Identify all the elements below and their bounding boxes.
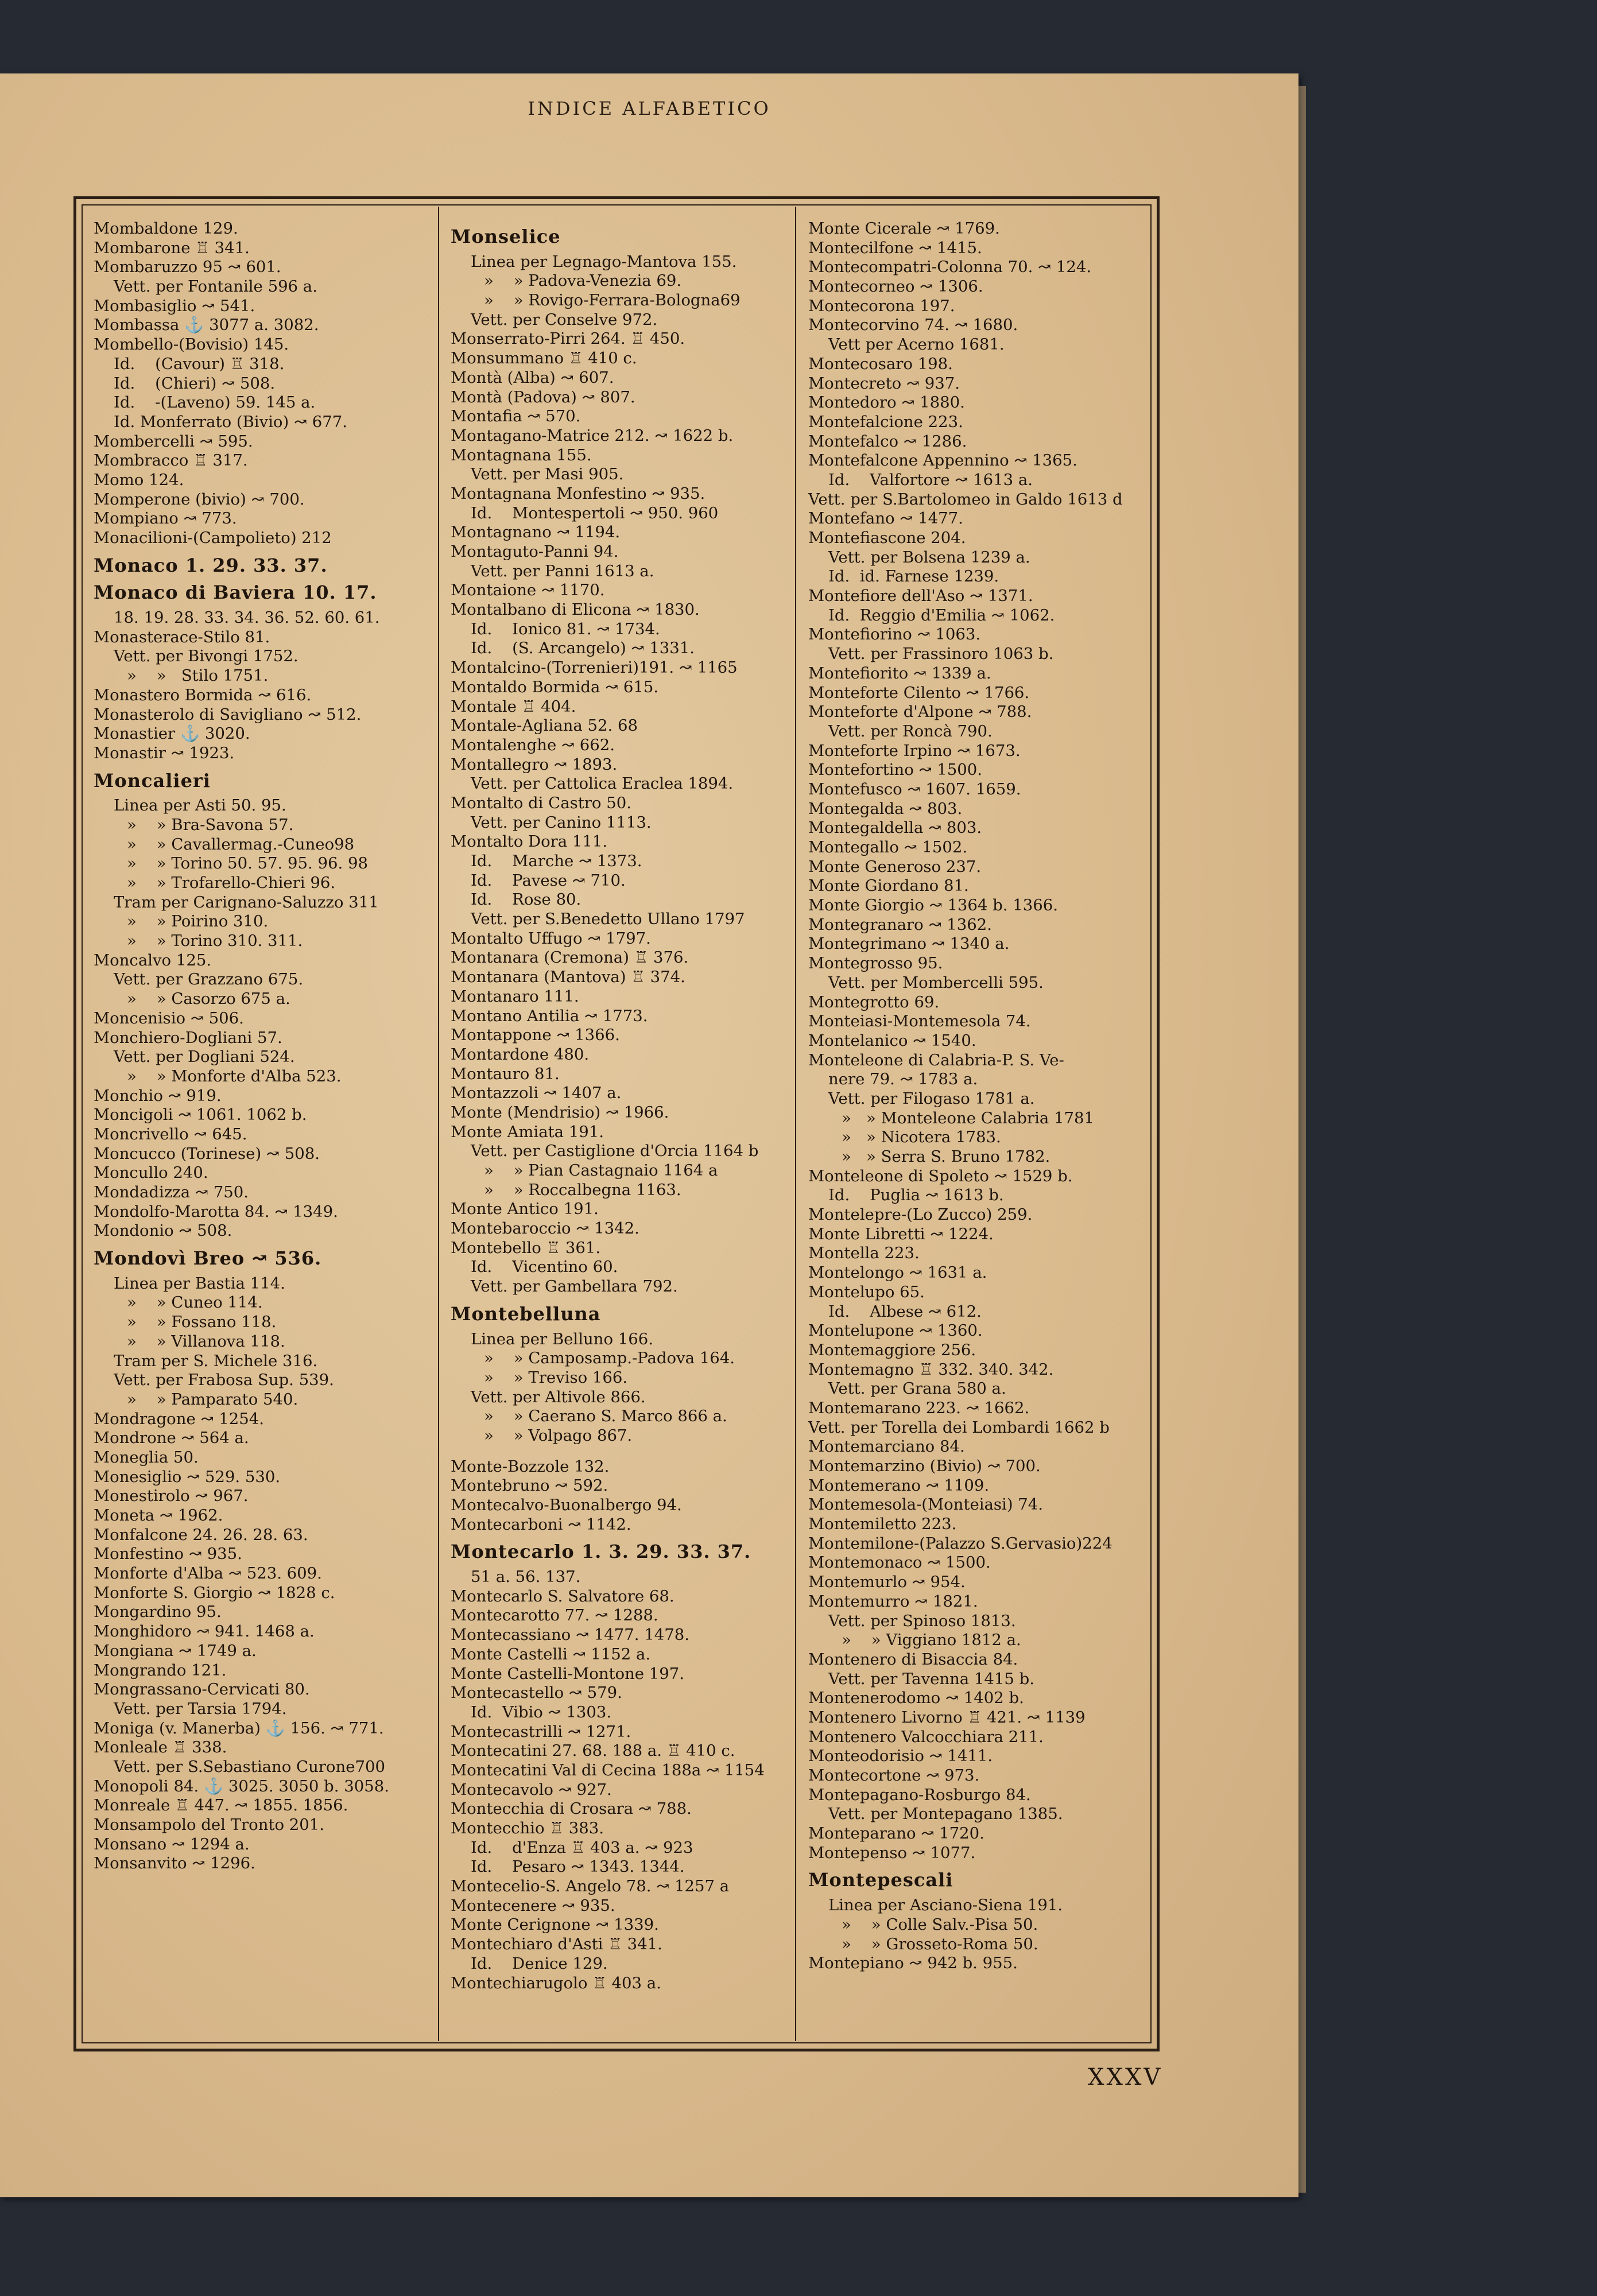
index-entry: Vett. per Cattolica Eraclea 1894. — [471, 774, 734, 793]
index-entry: Montegrosso 95. — [808, 954, 943, 973]
index-entry: Montemiletto 223. — [808, 1515, 957, 1534]
index-entry: Vett. per Castiglione d'Orcia 1164 b — [471, 1142, 759, 1161]
index-entry: » » Monforte d'Alba 523. — [127, 1066, 342, 1085]
index-entry: » » Volpago 867. — [484, 1426, 633, 1445]
index-entry: Montaguto-Panni 94. — [451, 542, 619, 561]
index-entry: Vett. per Tavenna 1415 b. — [828, 1669, 1035, 1688]
index-entry: Montecarlo S. Salvatore 68. — [451, 1587, 675, 1605]
index-entry: Montemarzino (Bivio) ↝ 700. — [808, 1457, 1041, 1475]
index-entry: Mondadizza ↝ 750. — [94, 1183, 249, 1201]
index-entry: Id. Puglia ↝ 1613 b. — [828, 1186, 1004, 1205]
column-2 — [451, 219, 765, 1993]
index-entry: Montemarciano 84. — [808, 1437, 965, 1456]
index-entry: Mondolfo-Marotta 84. ↝ 1349. — [94, 1202, 338, 1221]
index-entry: Monesiglio ↝ 529. 530. — [94, 1467, 281, 1486]
index-entry: Vett. per Roncà 790. — [828, 722, 993, 740]
index-entry: » » Torino 50. 57. 95. 96. 98 — [127, 854, 368, 873]
index-entry: Monleale ♖ 338. — [94, 1738, 227, 1757]
index-heading: Montecarlo 1. 3. 29. 33. 37. — [451, 1541, 751, 1563]
index-entry: Montalto Uffugo ↝ 1797. — [451, 929, 651, 948]
index-entry: Montepagano-Rosburgo 84. — [808, 1785, 1031, 1804]
index-entry: Mombasiglio ↝ 541. — [94, 296, 255, 315]
index-entry: Id. (Chieri) ↝ 508. — [114, 374, 276, 393]
index-entry: Linea per Asciano-Siena 191. — [828, 1896, 1063, 1915]
index-entry — [451, 1446, 765, 1457]
index-entry: Monchiero-Dogliani 57. — [94, 1028, 282, 1047]
index-entry: Monreale ♖ 447. ↝ 1855. 1856. — [94, 1796, 348, 1815]
index-entry: Montaldo Bormida ↝ 615. — [451, 677, 659, 696]
index-entry: Montagano-Matrice 212. ↝ 1622 b. — [451, 426, 734, 445]
column-3 — [808, 219, 1123, 1973]
index-entry: Vett. per Canino 1113. — [471, 813, 652, 832]
index-entry: Mondonio ↝ 508. — [94, 1221, 232, 1240]
index-entry: Tram per S. Michele 316. — [114, 1351, 318, 1370]
index-entry: Vett per Acerno 1681. — [828, 335, 1005, 354]
index-entry: » » Trofarello-Chieri 96. — [127, 874, 336, 892]
index-heading: Montebelluna — [451, 1302, 601, 1325]
index-entry: Id. Pavese ↝ 710. — [471, 871, 626, 890]
index-entry: Monteforte d'Alpone ↝ 788. — [808, 703, 1032, 722]
index-entry: Montefalcione 223. — [808, 412, 963, 431]
index-entry: Vett. per Montepagano 1385. — [828, 1805, 1063, 1824]
index-entry: Montebello ♖ 361. — [451, 1238, 601, 1257]
index-entry: Montalbano di Elicona ↝ 1830. — [451, 600, 700, 619]
index-entry: Monchio ↝ 919. — [94, 1086, 222, 1105]
index-entry: Vett. per S.Benedetto Ullano 1797 — [471, 910, 745, 929]
index-entry: Montecosaro 198. — [808, 354, 953, 373]
index-entry: Montecastello ↝ 579. — [451, 1684, 622, 1702]
index-entry: Id. Montespertoli ↝ 950. 960 — [471, 503, 719, 522]
index-entry: Montemonaco ↝ 1500. — [808, 1553, 991, 1572]
index-entry: Monestirolo ↝ 967. — [94, 1487, 249, 1506]
index-entry: Id. Albese ↝ 612. — [828, 1302, 982, 1321]
index-entry: Montedoro ↝ 1880. — [808, 393, 965, 412]
index-entry: Mombaldone 129. — [94, 219, 238, 238]
index-entry: Montecavolo ↝ 927. — [451, 1780, 612, 1799]
index-entry: Montemaggiore 256. — [808, 1340, 976, 1359]
index-entry: Mombaruzzo 95 ↝ 601. — [94, 258, 281, 277]
index-entry: Montafia ↝ 570. — [451, 407, 581, 426]
index-entry: » » Rovigo-Ferrara-Bologna69 — [484, 291, 741, 310]
index-entry: » » Serra S. Bruno 1782. — [842, 1147, 1051, 1166]
index-entry: Monte Generoso 237. — [808, 857, 982, 876]
index-entry: Id. Vicentino 60. — [471, 1258, 618, 1277]
index-entry: Monteparano ↝ 1720. — [808, 1824, 984, 1843]
index-entry: Montecalvo-Buonalbergo 94. — [451, 1496, 682, 1514]
index-entry: » » Pian Castagnaio 1164 a — [484, 1161, 718, 1180]
index-entry: Moniga (v. Manerba) ⚓ 156. ↝ 771. — [94, 1719, 384, 1737]
index-entry: » » Torino 310. 311. — [127, 932, 303, 951]
index-entry: Montappone ↝ 1366. — [451, 1026, 620, 1045]
index-entry: Montefiorito ↝ 1339 a. — [808, 664, 991, 682]
index-entry: Vett. per Torella dei Lombardi 1662 b — [808, 1418, 1110, 1437]
index-entry: Vett. per Bivongi 1752. — [114, 647, 299, 666]
index-entry: Vett. per Mombercelli 595. — [828, 973, 1044, 992]
index-entry: Mombarone ♖ 341. — [94, 238, 250, 257]
index-entry: Monte Amiata 191. — [451, 1122, 604, 1141]
index-entry: Monte (Mendrisio) ↝ 1966. — [451, 1103, 669, 1122]
index-entry: Mombracco ♖ 317. — [94, 451, 248, 470]
index-entry: » » Poirino 310. — [127, 912, 269, 931]
index-entry: » » Bra-Savona 57. — [127, 815, 294, 834]
index-entry: Vett. per Panni 1613 a. — [471, 561, 654, 580]
index-entry: » » Villanova 118. — [127, 1332, 285, 1351]
index-entry: Id. Vibio ↝ 1303. — [471, 1702, 612, 1721]
index-entry: Monteleone di Calabria-P. S. Ve- — [808, 1050, 1064, 1069]
index-entry: Id. d'Enza ♖ 403 a. ↝ 923 — [471, 1838, 693, 1857]
index-entry: Vett. per Grana 580 a. — [828, 1379, 1006, 1398]
index-entry: Monacilioni-(Campolieto) 212 — [94, 529, 332, 547]
index-entry: Montegaldella ↝ 803. — [808, 819, 982, 837]
index-entry: » » Padova-Venezia 69. — [484, 272, 682, 290]
index-entry: Montecchio ♖ 383. — [451, 1819, 604, 1837]
index-entry: Montà (Alba) ↝ 607. — [451, 368, 614, 387]
index-entry: Montefiorino ↝ 1063. — [808, 625, 981, 644]
index-entry: Montegrimano ↝ 1340 a. — [808, 934, 1010, 953]
index-entry: Vett. per Bolsena 1239 a. — [828, 548, 1030, 567]
index-entry: Mondrone ↝ 564 a. — [94, 1429, 249, 1448]
index-entry: Monsanvito ↝ 1296. — [94, 1854, 255, 1873]
index-entry: Montallegro ↝ 1893. — [451, 755, 618, 774]
index-entry: Montecelio-S. Angelo 78. ↝ 1257 a — [451, 1877, 730, 1896]
index-entry: » » Viggiano 1812 a. — [842, 1631, 1021, 1650]
index-entry: » » Cuneo 114. — [127, 1293, 263, 1312]
index-entry: Montepiano ↝ 942 b. 955. — [808, 1954, 1018, 1973]
index-entry: Montale-Agliana 52. 68 — [451, 716, 638, 735]
index-entry: Mongrando 121. — [94, 1661, 227, 1680]
index-entry: Monfestino ↝ 935. — [94, 1545, 242, 1564]
column-divider — [795, 207, 796, 2041]
index-entry: Montefano ↝ 1477. — [808, 509, 963, 528]
index-entry: Monte Antico 191. — [451, 1200, 599, 1219]
index-entry: » » Camposamp.-Padova 164. — [484, 1349, 735, 1368]
index-entry: Montanara (Mantova) ♖ 374. — [451, 968, 685, 987]
index-entry: Montelongo ↝ 1631 a. — [808, 1263, 987, 1282]
index-entry: Montemilone-(Palazzo S.Gervasio)224 — [808, 1534, 1113, 1553]
index-entry: Montefalcone Appennino ↝ 1365. — [808, 451, 1077, 470]
page-number: XXXV — [1088, 2064, 1163, 2091]
index-entry: Monteodorisio ↝ 1411. — [808, 1747, 993, 1766]
index-entry: » » Pamparato 540. — [127, 1390, 299, 1409]
index-heading: Monselice — [451, 226, 561, 247]
index-entry: Monte-Bozzole 132. — [451, 1457, 610, 1476]
running-header: INDICE ALFABETICO — [528, 98, 771, 119]
index-entry: Monfalcone 24. 26. 28. 63. — [94, 1525, 308, 1544]
index-entry: Montecompatri-Colonna 70. ↝ 124. — [808, 258, 1092, 277]
index-entry: Monteforte Cilento ↝ 1766. — [808, 683, 1030, 702]
index-entry: Montagnana 155. — [451, 445, 592, 464]
index-entry: Montecatini 27. 68. 188 a. ♖ 410 c. — [451, 1742, 735, 1760]
index-entry: Monasterolo di Savigliano ↝ 512. — [94, 705, 362, 724]
index-entry: » » Caerano S. Marco 866 a. — [484, 1407, 727, 1426]
index-entry: » » Roccalbegna 1163. — [484, 1180, 681, 1199]
index-entry: Montardone 480. — [451, 1045, 590, 1064]
index-entry: Montegrotto 69. — [808, 992, 940, 1011]
index-entry: Montefortino ↝ 1500. — [808, 761, 982, 779]
index-entry: » » Treviso 166. — [484, 1368, 628, 1387]
index-entry: Monte Castelli ↝ 1152 a. — [451, 1645, 651, 1663]
index-entry: Montalto di Castro 50. — [451, 793, 631, 812]
index-entry: Montanaro 111. — [451, 987, 579, 1006]
index-entry: Monsano ↝ 1294 a. — [94, 1835, 250, 1853]
index-entry: Vett. per Gambellara 792. — [471, 1277, 678, 1296]
index-entry: Monteforte Irpino ↝ 1673. — [808, 741, 1021, 760]
column-1 — [94, 219, 389, 1874]
index-entry: Momperone (bivio) ↝ 700. — [94, 490, 305, 509]
index-entry: Id. (Cavour) ♖ 318. — [114, 354, 285, 373]
index-entry: Montegalda ↝ 803. — [808, 799, 963, 818]
index-entry: Montà (Padova) ↝ 807. — [451, 387, 635, 406]
index-entry: Vett. per Fontanile 596 a. — [114, 277, 317, 296]
index-entry: Montecorvino 74. ↝ 1680. — [808, 316, 1018, 335]
index-entry: Montano Antilia ↝ 1773. — [451, 1006, 648, 1025]
index-entry: Montenero di Bisaccia 84. — [808, 1650, 1018, 1669]
index-entry: Montenero Valcocchiara 211. — [808, 1727, 1044, 1746]
index-entry: Vett. per Conselve 972. — [471, 310, 658, 329]
index-entry: Linea per Asti 50. 95. — [114, 796, 286, 815]
index-entry: Monasterace-Stilo 81. — [94, 627, 270, 646]
index-entry: Montelanico ↝ 1540. — [808, 1031, 976, 1050]
index-entry: Montecortone ↝ 973. — [808, 1766, 980, 1785]
index-entry: Monte Giorgio ↝ 1364 b. 1366. — [808, 896, 1058, 915]
index-entry: Vett. per Frassinoro 1063 b. — [828, 645, 1054, 664]
index-entry: Vett. per Frabosa Sup. 539. — [114, 1371, 334, 1390]
index-entry: » » Cavallermag.-Cuneo98 — [127, 835, 355, 854]
index-entry: Id. -(Laveno) 59. 145 a. — [114, 393, 316, 412]
index-entry: Vett. per Spinoso 1813. — [828, 1611, 1016, 1630]
index-entry: Montale ♖ 404. — [451, 697, 576, 716]
index-entry: Montagnana Monfestino ↝ 935. — [451, 484, 706, 503]
index-entry: Montecreto ↝ 937. — [808, 374, 960, 393]
index-entry: Id. Rose 80. — [471, 890, 582, 909]
index-entry: Montepenso ↝ 1077. — [808, 1843, 976, 1862]
index-entry: Id. Marche ↝ 1373. — [471, 852, 642, 870]
index-entry: Monteleone di Spoleto ↝ 1529 b. — [808, 1166, 1073, 1185]
index-entry: Montelupo 65. — [808, 1282, 925, 1301]
index-entry: Vett. per Dogliani 524. — [114, 1048, 295, 1066]
column-divider — [438, 207, 439, 2041]
index-entry: Monastir ↝ 1923. — [94, 743, 235, 762]
index-entry: Id. id. Farnese 1239. — [828, 567, 999, 586]
index-entry: Montemesola-(Monteiasi) 74. — [808, 1495, 1044, 1514]
index-entry: Mompiano ↝ 773. — [94, 509, 237, 528]
index-entry: » » Fossano 118. — [127, 1313, 277, 1332]
index-entry: » » Grosseto-Roma 50. — [842, 1934, 1038, 1953]
index-entry: Monte Castelli-Montone 197. — [451, 1664, 685, 1683]
index-entry: Monte Libretti ↝ 1224. — [808, 1224, 994, 1243]
index-entry: Montecatini Val di Cecina 188a ↝ 1154 — [451, 1760, 765, 1779]
index-entry: Montecorona 197. — [808, 296, 955, 315]
index-entry: Montecassiano ↝ 1477. 1478. — [451, 1626, 689, 1645]
index-entry: Montalenghe ↝ 662. — [451, 735, 615, 754]
index-entry: Montemarano 223. ↝ 1662. — [808, 1398, 1030, 1417]
index-entry: Monsampolo del Tronto 201. — [94, 1816, 325, 1834]
index-entry: Montecorneo ↝ 1306. — [808, 277, 983, 296]
index-entry: Linea per Legnago-Mantova 155. — [471, 252, 737, 271]
index-entry: Moncigoli ↝ 1061. 1062 b. — [94, 1106, 307, 1124]
index-entry: Monsummano ♖ 410 c. — [451, 349, 637, 368]
index-entry: Vett. per S.Sebastiano Curone700 — [114, 1757, 385, 1776]
index-entry: Monopoli 84. ⚓ 3025. 3050 b. 3058. — [94, 1777, 389, 1795]
index-entry: Moncenisio ↝ 506. — [94, 1009, 244, 1027]
index-entry: Montefusco ↝ 1607. 1659. — [808, 779, 1021, 798]
index-entry: Montefiascone 204. — [808, 529, 966, 547]
index-entry: Montemurro ↝ 1821. — [808, 1592, 978, 1611]
index-entry: Monte Giordano 81. — [808, 876, 969, 895]
index-entry: Montecenere ↝ 935. — [451, 1896, 615, 1915]
index-entry: Moneglia 50. — [94, 1448, 199, 1467]
index-heading: Moncalieri — [94, 769, 211, 792]
index-entry: Montecastrilli ↝ 1271. — [451, 1722, 631, 1741]
index-entry: Mongrassano-Cervicati 80. — [94, 1680, 310, 1699]
index-entry: Montenero Livorno ♖ 421. ↝ 1139 — [808, 1708, 1086, 1727]
index-entry: Mombassa ⚓ 3077 a. 3082. — [94, 316, 319, 335]
index-entry: Montecarotto 77. ↝ 1288. — [451, 1606, 658, 1625]
index-entry: Montebaroccio ↝ 1342. — [451, 1219, 639, 1238]
index-entry: Id. Reggio d'Emilia ↝ 1062. — [828, 606, 1055, 625]
index-entry: Montalto Dora 111. — [451, 832, 608, 851]
index-entry: Mondragone ↝ 1254. — [94, 1409, 264, 1428]
index-entry: Montaione ↝ 1170. — [451, 581, 605, 600]
index-entry: Mongiana ↝ 1749 a. — [94, 1641, 257, 1660]
index-entry: Monforte S. Giorgio ↝ 1828 c. — [94, 1583, 335, 1602]
index-entry: Montefiore dell'Aso ↝ 1371. — [808, 587, 1033, 606]
index-entry: Id. Valfortore ↝ 1613 a. — [828, 470, 1033, 489]
index-entry: Vett. per S.Bartolomeo in Galdo 1613 d — [808, 490, 1123, 509]
index-entry: Mombercelli ↝ 595. — [94, 432, 253, 451]
index-entry: Id. Pesaro ↝ 1343. 1344. — [471, 1857, 685, 1876]
index-entry: Montechiarugolo ♖ 403 a. — [451, 1973, 661, 1992]
index-entry: 18. 19. 28. 33. 34. 36. 52. 60. 61. — [114, 608, 380, 627]
index-entry: Monserrato-Pirri 264. ♖ 450. — [451, 329, 685, 348]
index-entry: » » Casorzo 675 a. — [127, 990, 290, 1009]
index-entry: Vett. per Grazzano 675. — [114, 970, 304, 989]
index-entry: Monteiasi-Montemesola 74. — [808, 1012, 1031, 1031]
index-entry: Montecilfone ↝ 1415. — [808, 238, 982, 257]
index-entry: Montechiaro d'Asti ♖ 341. — [451, 1935, 662, 1954]
index-entry: Monastier ⚓ 3020. — [94, 724, 250, 743]
index-entry: Moncucco (Torinese) ↝ 508. — [94, 1144, 320, 1163]
index-entry: Montefalco ↝ 1286. — [808, 432, 967, 451]
index-entry: Moncalvo 125. — [94, 951, 212, 969]
index-entry: Id. Denice 129. — [471, 1954, 608, 1973]
index-entry: Monte Cicerale ↝ 1769. — [808, 219, 1000, 238]
index-entry: Montegallo ↝ 1502. — [808, 838, 968, 856]
index-entry: 51 a. 56. 137. — [471, 1568, 581, 1587]
index-entry: Moncrivello ↝ 645. — [94, 1124, 247, 1143]
index-entry: Montagnano ↝ 1194. — [451, 523, 621, 542]
index-entry: Montebruno ↝ 592. — [451, 1476, 608, 1495]
index-entry: » » Stilo 1751. — [127, 666, 269, 685]
index-entry: Monforte d'Alba ↝ 523. 609. — [94, 1564, 322, 1583]
index-entry: Montella 223. — [808, 1244, 920, 1263]
index-entry: Id. Monferrato (Bivio) ↝ 677. — [114, 412, 347, 431]
index-entry: Montecchia di Crosara ↝ 788. — [451, 1799, 692, 1818]
index-entry: Montazzoli ↝ 1407 a. — [451, 1084, 622, 1103]
index-entry: Montecarboni ↝ 1142. — [451, 1515, 631, 1534]
index-entry: Id. Ionico 81. ↝ 1734. — [471, 619, 660, 638]
index-entry: Vett. per Altivole 866. — [471, 1387, 646, 1406]
index-entry: Linea per Bastia 114. — [114, 1274, 285, 1293]
index-entry: nere 79. ↝ 1783 a. — [828, 1070, 978, 1089]
index-entry: Montelepre-(Lo Zucco) 259. — [808, 1205, 1033, 1224]
index-entry: Mombello-(Bovisio) 145. — [94, 335, 289, 354]
index-entry: Montauro 81. — [451, 1064, 560, 1083]
index-entry: Montemerano ↝ 1109. — [808, 1476, 990, 1495]
index-entry: Tram per Carignano-Saluzzo 311 — [114, 893, 379, 912]
index-entry: Mongardino 95. — [94, 1603, 222, 1622]
index-entry: Momo 124. — [94, 470, 184, 489]
index-entry: Vett. per Filogaso 1781 a. — [828, 1089, 1035, 1108]
index-heading: Monaco 1. 29. 33. 37. — [94, 554, 328, 576]
index-entry: » » Colle Salv.-Pisa 50. — [842, 1915, 1038, 1934]
index-entry: Id. (S. Arcangelo) ↝ 1331. — [471, 639, 695, 658]
index-entry: Montalcino-(Torrenieri)191. ↝ 1165 — [451, 658, 738, 677]
index-heading: Montepescali — [808, 1869, 953, 1891]
index-entry: Vett. per Tarsia 1794. — [114, 1699, 287, 1718]
index-entry: Monastero Bormida ↝ 616. — [94, 685, 312, 704]
index-entry: Montegranaro ↝ 1362. — [808, 915, 992, 934]
index-entry: Moneta ↝ 1962. — [94, 1506, 223, 1525]
index-heading: Monaco di Baviera 10. 17. — [94, 581, 377, 604]
index-entry: » » Monteleone Calabria 1781 — [842, 1108, 1095, 1127]
index-entry: Vett. per Masi 905. — [471, 465, 624, 484]
index-entry: Moncullo 240. — [94, 1163, 208, 1182]
index-entry: Monte Cerignone ↝ 1339. — [451, 1915, 659, 1934]
index-entry: Montenerodomo ↝ 1402 b. — [808, 1689, 1024, 1708]
index-entry: Linea per Belluno 166. — [471, 1329, 653, 1348]
index-entry: Montelupone ↝ 1360. — [808, 1321, 983, 1340]
index-entry: Montemurlo ↝ 954. — [808, 1573, 966, 1592]
index-entry: Montanara (Cremona) ♖ 376. — [451, 948, 689, 967]
index-entry: Monghidoro ↝ 941. 1468 a. — [94, 1622, 315, 1641]
index-entry: » » Nicotera 1783. — [842, 1128, 1001, 1147]
index-entry: Montemagno ♖ 332. 340. 342. — [808, 1360, 1054, 1379]
index-heading: Mondovì Breo ↝ 536. — [94, 1247, 322, 1270]
